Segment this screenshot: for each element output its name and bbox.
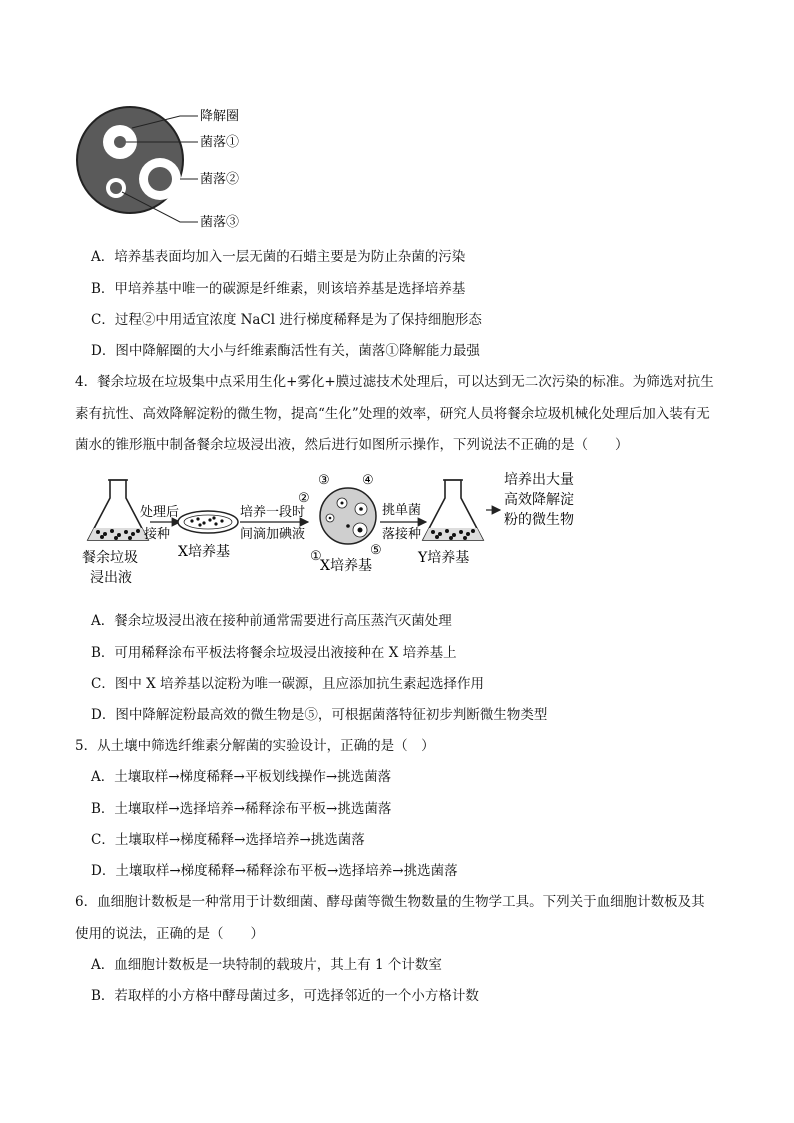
q3-option-d: D．图中降解圈的大小与纤维素酶活性有关，菌落①降解能力最强 (91, 343, 480, 359)
q5-option-d: D．土壤取样→梯度稀释→稀释涂布平板→选择培养→挑选菌落 (91, 863, 458, 879)
result-line-1: 培养出大量 (504, 472, 574, 488)
arrow2-bottom: 间滴加碘液 (240, 527, 306, 542)
q6-option-a: A．血细胞计数板是一块特制的载玻片，其上有 1 个计数室 (91, 957, 442, 973)
q5-stem: 5．从土壤中筛选纤维素分解菌的实验设计，正确的是（ ） (75, 738, 435, 754)
q6-stem-line-1: 6．血细胞计数板是一种常用于计数细菌、酵母菌等微生物数量的生物学工具。下列关于血细胞计数板及其 (75, 894, 705, 910)
q5-option-a: A．土壤取样→梯度稀释→平板划线操作→挑选菌落 (91, 769, 392, 785)
q5-option-c: C．土壤取样→梯度稀释→选择培养→挑选菌落 (91, 832, 365, 848)
q4-stem-line-3: 菌水的锥形瓶中制备餐余垃圾浸出液，然后进行如图所示操作，下列说法不正确的是（ ） (75, 437, 629, 453)
q3-option-a: A．培养基表面均加入一层无菌的石蜡主要是为防止杂菌的污染 (91, 249, 466, 265)
label-colony1: 菌落① (200, 135, 240, 150)
colony-num-3: ③ (318, 473, 330, 488)
colony-num-2: ② (298, 491, 310, 506)
flask1-label-2: 浸出液 (90, 570, 132, 586)
colony-dish-figure (70, 100, 270, 240)
result-line-2: 高效降解淀 (504, 492, 574, 508)
label-zone: 降解圈 (200, 109, 240, 124)
dish2-label: X培养基 (320, 558, 372, 574)
q4-option-a: A．餐余垃圾浸出液在接种前通常需要进行高压蒸汽灭菌处理 (91, 613, 452, 629)
dish-x-medium-1 (178, 511, 238, 533)
q4-stem-line-1: 4．餐余垃圾在垃圾集中点采用生化+雾化+膜过滤技术处理后，可以达到无二次污染的标准。为筛选对抗生 (75, 374, 714, 390)
flask1-label-1: 餐余垃圾 (82, 550, 138, 566)
label-colony3: 菌落③ (200, 215, 240, 230)
flask-y-medium (423, 480, 483, 540)
q4-stem-line-2: 素有抗性、高效降解淀粉的微生物，提高“生化”处理的效率，研究人员将餐余垃圾机械化处理后加入装有无 (75, 406, 710, 422)
dish-x-medium-2 (320, 488, 376, 544)
colony-2 (148, 167, 172, 191)
q6-option-b: B．若取样的小方格中酵母菌过多，可选择邻近的一个小方格计数 (91, 988, 479, 1004)
arrow1-top: 处理后 (140, 505, 180, 520)
label-colony2: 菌落② (200, 172, 240, 187)
q6-stem-line-2: 使用的说法，正确的是（ ） (75, 926, 264, 942)
q4-option-c: C．图中 X 培养基以淀粉为唯一碳源，且应添加抗生素起选择作用 (91, 676, 485, 692)
q3-option-c: C．过程②中用适宜浓度 NaCl 进行梯度稀释是为了保持细胞形态 (91, 312, 482, 328)
q5-option-b: B．土壤取样→选择培养→稀释涂布平板→挑选菌落 (91, 801, 392, 817)
q4-option-b: B．可用稀释涂布平板法将餐余垃圾浸出液接种在 X 培养基上 (91, 645, 457, 661)
arrow3-top: 挑单菌 (382, 503, 422, 518)
result-line-3: 粉的微生物 (504, 512, 574, 528)
colony-1 (114, 136, 126, 148)
colony-num-4: ④ (362, 473, 374, 488)
arrow1-bottom: 接种 (144, 527, 171, 542)
arrow3-bottom: 落接种 (382, 527, 422, 542)
q3-option-b: B．甲培养基中唯一的碳源是纤维素，则该培养基是选择培养基 (91, 281, 466, 297)
q4-option-d: D．图中降解淀粉最高效的微生物是⑤，可根据菌落特征初步判断微生物类型 (91, 707, 548, 723)
colony-num-5: ⑤ (370, 543, 382, 558)
arrow2-top: 培养一段时 (240, 505, 306, 520)
dish1-label: X培养基 (178, 544, 230, 560)
colony-num-1: ① (310, 549, 322, 564)
screening-workflow-figure (80, 468, 620, 598)
flask2-label: Y培养基 (418, 550, 470, 566)
flask-waste-extract (88, 480, 148, 540)
colony-3 (110, 182, 122, 194)
